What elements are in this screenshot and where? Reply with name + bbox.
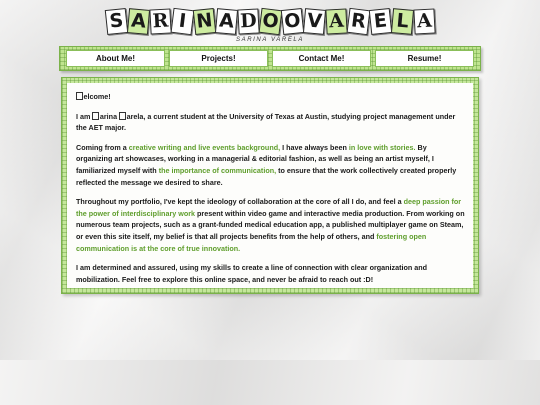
logo-letter: O	[280, 7, 303, 34]
highlight-text: creative writing and live events background,	[128, 142, 281, 152]
logo-letter: I	[170, 7, 194, 34]
about-panel	[61, 77, 479, 294]
closing-paragraph	[76, 262, 465, 285]
logo-letter: A	[413, 8, 435, 34]
box-glyph-icon	[76, 92, 83, 100]
logo-letter: V	[302, 8, 325, 35]
box-glyph-icon	[119, 112, 126, 120]
main-nav	[59, 46, 481, 71]
logo-letter: A	[126, 8, 149, 35]
text: I am	[76, 111, 93, 121]
logo-letter: D	[237, 8, 259, 34]
logo-letter: R	[149, 8, 171, 34]
background-strip	[0, 360, 540, 405]
logo-letter: A	[214, 8, 237, 35]
logo-letter: S	[104, 7, 127, 34]
nav-projects[interactable]: Projects!	[169, 50, 268, 67]
nav-about-me[interactable]: About Me!	[66, 50, 165, 67]
site-logo[interactable]	[106, 6, 435, 36]
logo-letter: E	[368, 7, 391, 34]
text: to ensure that the work collectively created properly reflected the message we desired to share.	[76, 165, 457, 187]
highlight-text: the importance of communication,	[158, 165, 277, 175]
highlight-text: deep passion for the power of interdisciplinary work	[76, 197, 462, 218]
site-subtitle: SARINA VARELA	[236, 37, 304, 43]
text: arela, a current student at the University of Texas at Austin, studying project management under the AET major.	[76, 111, 456, 133]
nav-contact-me[interactable]: Contact Me!	[272, 50, 371, 67]
site-header	[0, 6, 540, 43]
nav-resume[interactable]: Resume!	[375, 50, 474, 67]
text: Coming from a	[76, 142, 129, 152]
welcome-text: elcome!	[83, 92, 111, 101]
highlight-text: in love with stories.	[348, 142, 416, 152]
text: I am determined and assured, using my skills to create a line of connection with clear organization and mobilization. Feel free to explore this online space, and never be afraid to reach out :D!	[76, 263, 428, 284]
logo-letter: A	[325, 8, 347, 34]
text: By organizing art showcases, working in a managerial & editorial fashion, as well as being an artist myself, I familiarized myself with	[76, 142, 434, 175]
text: I have always been	[280, 142, 349, 152]
intro-paragraph	[76, 111, 465, 134]
about-content	[67, 83, 473, 288]
logo-letter: R	[346, 7, 370, 34]
logo-letter: L	[390, 8, 413, 35]
highlight-text: fostering open communication is at the core of true innovation.	[76, 231, 427, 253]
text: present within video game and interactive media production. From working on numerous team projects, such as a grant-funded medical education app, a published multiplayer game on Steam, or even this site itself, my belief is that all projects benefits from the help of others, and	[76, 208, 465, 241]
logo-letter: N	[192, 7, 215, 34]
background-paragraph	[76, 142, 465, 188]
box-glyph-icon	[92, 112, 99, 120]
logo-letter: O	[258, 7, 282, 34]
welcome-line	[76, 91, 465, 103]
portfolio-paragraph	[76, 196, 465, 254]
text: Throughout my portfolio, I've kept the ideology of collaboration at the core of all I do, and feel a	[76, 197, 404, 207]
text: arina	[99, 111, 120, 121]
